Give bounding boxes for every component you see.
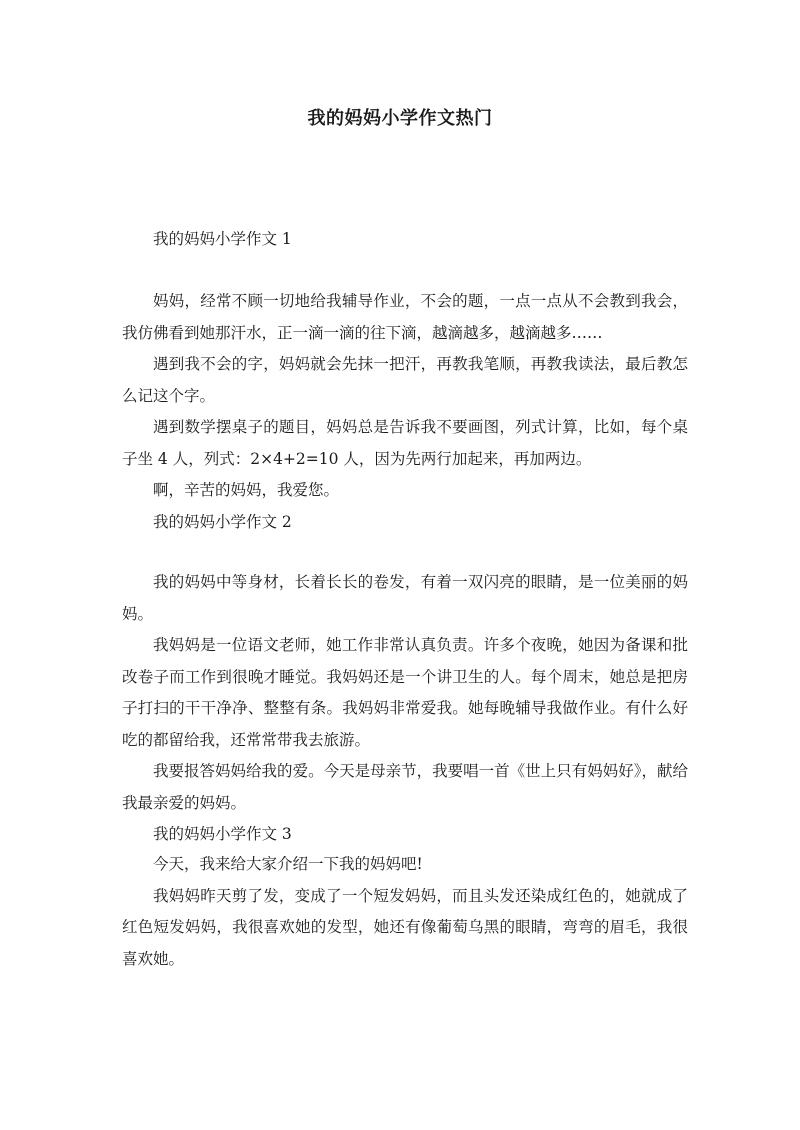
essay-heading: 我的妈妈小学作文 1 [153,230,292,248]
essay-paragraph: 遇到我不会的字，妈妈就会先抹一把汗，再教我笔顺，再教我读法，最后教怎么记这个字。 [122,355,688,405]
essay-paragraph: 我妈妈是一位语文老师，她工作非常认真负责。许多个夜晚，她因为备课和批改卷子而工作到很晚才睡觉。我妈妈还是一个讲卫生的人。每个周末，她总是把房子打扫的干干净净、整整有条。我妈妈非常爱我。她每晚辅导我做作业。有什么好吃的都留给我，还常常带我去旅游。 [122,636,688,749]
essay-paragraph: 今天，我来给大家介绍一下我的妈妈吧! [153,855,423,873]
essay-3-body [122,849,688,975]
essay-paragraph: 妈妈，经常不顾一切地给我辅导作业，不会的题，一点一点从不会教到我会，我仿佛看到她那汗水，正一滴一滴的往下滴，越滴越多，越滴越多…… [122,292,688,342]
essay-heading: 我的妈妈小学作文 3 [153,825,292,843]
essay-paragraph: 遇到数学摆桌子的题目，妈妈总是告诉我不要画图，列式计算，比如，每个桌子坐 4 人，列式：2×4+2=10 人，因为先两行加起来，再加两边。 [122,418,688,468]
essay-paragraph: 我要报答妈妈给我的爱。今天是母亲节，我要唱一首《世上只有妈妈好》，献给我最亲爱的妈妈。 [122,762,688,812]
essay-2-body [122,567,688,851]
essay-paragraph: 我妈妈昨天剪了发，变成了一个短发妈妈，而且头发还染成红色的，她就成了红色短发妈妈，我很喜欢她的发型，她还有像葡萄乌黑的眼睛，弯弯的眉毛，我很喜欢她。 [122,886,688,968]
essay-1-body [122,286,688,538]
essay-1 [122,224,688,256]
document-title: 我的妈妈小学作文热门 [307,108,493,129]
essay-paragraph: 我的妈妈中等身材，长着长长的卷发，有着一双闪亮的眼睛，是一位美丽的妈妈。 [122,573,688,623]
essay-paragraph: 啊，辛苦的妈妈，我爱您。 [153,481,340,499]
essay-heading: 我的妈妈小学作文 2 [153,512,292,531]
